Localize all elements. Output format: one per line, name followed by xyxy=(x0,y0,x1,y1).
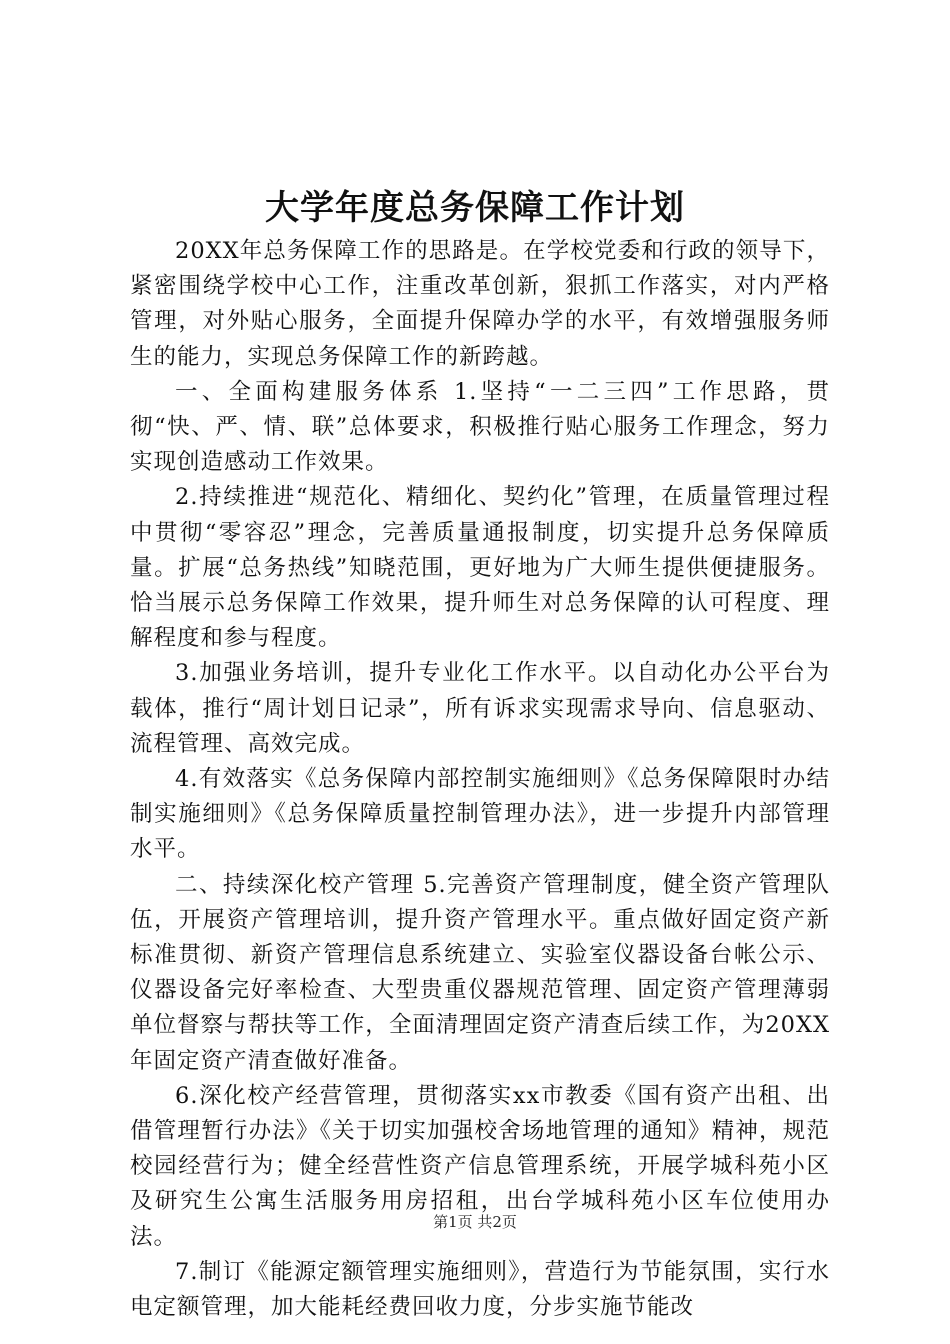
paragraph: 一、全面构建服务体系 1.坚持“一二三四”工作思路，贯彻“快、严、情、联”总体要求，积极推行贴心服务工作理念，努力实现创造感动工作效果。 xyxy=(130,378,830,476)
paragraph: 20XX年总务保障工作的思路是。在学校党委和行政的领导下，紧密围绕学校中心工作，注重改革创新，狠抓工作落实，对内严格管理，对外贴心服务，全面提升保障办学的水平，有效增强服务师生的能力，实现总务保障工作的新跨越。 xyxy=(130,238,830,370)
paragraph: 4.有效落实《总务保障内部控制实施细则》《总务保障限时办结制实施细则》《总务保障质量控制管理办法》，进一步提升内部管理水平。 xyxy=(130,766,830,863)
document-body xyxy=(130,234,830,1325)
paragraph: 6.深化校产经营管理，贯彻落实xx市教委《国有资产出租、出借管理暂行办法》《关于切实加强校舍场地管理的通知》精神，规范校园经营行为；健全经营性资产信息管理系统，开展学城科苑小区及研究生公寓生活服务用房招租，出台学城科苑小区车位使用办法。 xyxy=(130,1082,830,1250)
document-title: 大学年度总务保障工作计划 xyxy=(265,188,685,228)
paragraph: 2.持续推进“规范化、精细化、契约化”管理，在质量管理过程中贯彻“零容忍”理念，完善质量通报制度，切实提升总务保障质量。扩展“总务热线”知晓范围，更好地为广大师生提供便捷服务。恰当展示总务保障工作效果，提升师生对总务保障的认可程度、理解程度和参与程度。 xyxy=(130,484,830,652)
page-footer: 第1页 共2页 xyxy=(433,1213,517,1231)
paragraph: 7.制订《能源定额管理实施细则》，营造行为节能氛围，实行水电定额管理，加大能耗经费回收力度，分步实施节能改 xyxy=(130,1258,830,1321)
paragraph: 二、持续深化校产管理 5.完善资产管理制度，健全资产管理队伍，开展资产管理培训，提升资产管理水平。重点做好固定资产新标准贯彻、新资产管理信息系统建立、实验室仪器设备台帐公示、仪器设备完好率检查、大型贵重仪器规范管理、固定资产管理薄弱单位督察与帮扶等工作，全面清理固定资产清查后续工作，为20XX年固定资产清查做好准备。 xyxy=(130,871,830,1074)
paragraph: 3.加强业务培训，提升专业化工作水平。以自动化办公平台为载体，推行“周计划日记录”，所有诉求实现需求导向、信息驱动、流程管理、高效完成。 xyxy=(130,660,830,757)
